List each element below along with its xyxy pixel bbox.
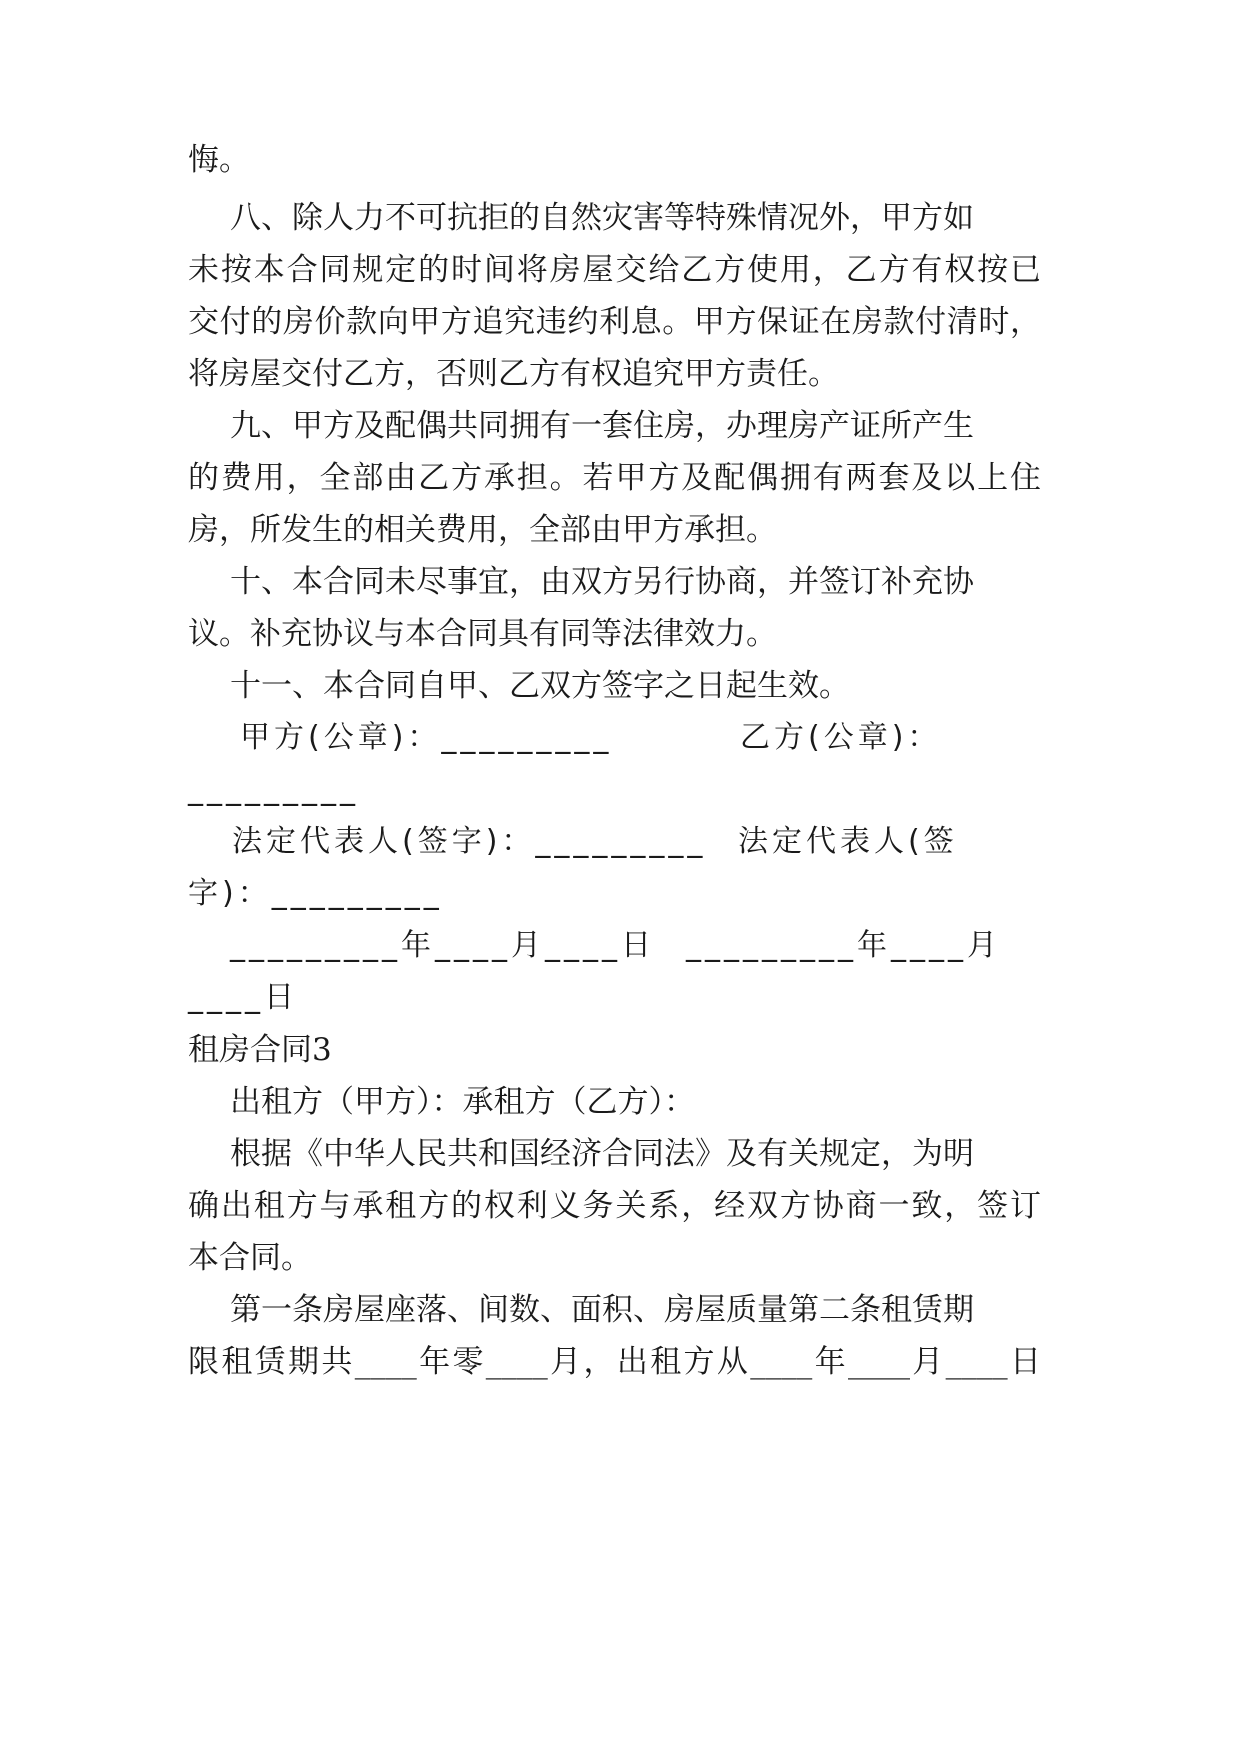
clause-9-line: 九、甲方及配偶共同拥有一套住房，办理房产证所产生 bbox=[230, 408, 974, 444]
preamble-line: 根据《中华人民共和国经济合同法》及有关规定，为明 bbox=[230, 1136, 974, 1172]
article-1-line: 第一条房屋座落、间数、面积、房屋质量第二条租赁期 bbox=[230, 1292, 974, 1328]
preamble-line: 本合同。 bbox=[188, 1240, 312, 1276]
party-b-representative-blank: 字)：_________ bbox=[188, 876, 443, 911]
clause-11-line: 十一、本合同自甲、乙双方签字之日起生效。 bbox=[230, 668, 850, 704]
preamble-line: 确出租方与承租方的权利义务关系，经双方协商一致，签订 bbox=[188, 1188, 1041, 1224]
text-line: 悔。 bbox=[188, 142, 250, 178]
clause-8-line: 将房屋交付乙方，否则乙方有权追究甲方责任。 bbox=[188, 356, 839, 392]
party-b-date-day: ____日 bbox=[188, 980, 298, 1015]
section-title: 租房合同3 bbox=[188, 1032, 332, 1068]
party-b-representative-label: 法定代表人(签 bbox=[738, 824, 958, 859]
clause-8-line: 未按本合同规定的时间将房屋交给乙方使用，乙方有权按已 bbox=[188, 252, 1041, 288]
clause-8-line: 八、除人力不可抗拒的自然灾害等特殊情况外，甲方如 bbox=[230, 200, 974, 236]
party-b-seal-label: 乙方(公章)： bbox=[740, 720, 942, 755]
party-a-seal-line: 甲方(公章)：_________ bbox=[240, 720, 613, 755]
party-b-seal-blank: _________ bbox=[188, 772, 359, 807]
party-a-representative-line: 法定代表人(签字)：_________ bbox=[232, 824, 707, 859]
party-a-date-line: _________年____月____日 bbox=[230, 928, 655, 963]
clause-9-line: 的费用，全部由乙方承担。若甲方及配偶拥有两套及以上住 bbox=[188, 460, 1041, 496]
parties-line: 出租方（甲方）：承租方（乙方）： bbox=[230, 1084, 695, 1120]
clause-10-line: 议。补充协议与本合同具有同等法律效力。 bbox=[188, 616, 777, 652]
article-2-line: 限租赁期共____年零____月，出租方从____年____月____日 bbox=[188, 1344, 1041, 1380]
clause-10-line: 十、本合同未尽事宜，由双方另行协商，并签订补充协 bbox=[230, 564, 974, 600]
clause-8-line: 交付的房价款向甲方追究违约利息。甲方保证在房款付清时， bbox=[188, 304, 1041, 340]
clause-9-line: 房，所发生的相关费用，全部由甲方承担。 bbox=[188, 512, 777, 548]
party-b-date-line: _________年____月 bbox=[686, 928, 1001, 963]
